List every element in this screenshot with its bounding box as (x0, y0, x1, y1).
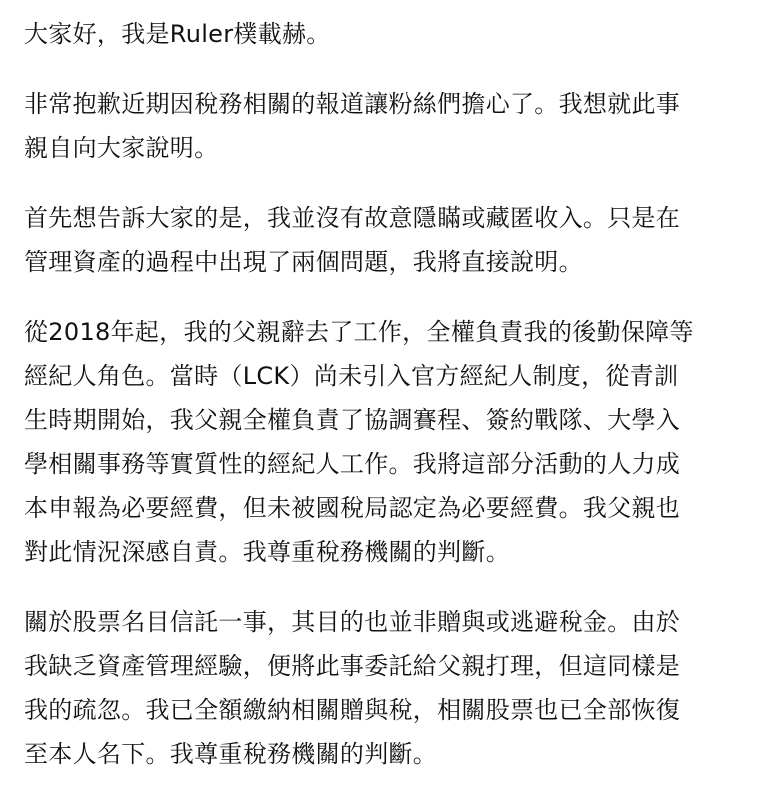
text-line: 從2018年起，我的父親辭去了工作，全權負責我的後勤保障等 (24, 318, 694, 346)
text-line: 我缺乏資產管理經驗，便將此事委託給父親打理，但這同樣是 (24, 652, 681, 680)
text-line: 我的疏忽。我已全額繳納相關贈與稅，相關股票也已全部恢復 (24, 696, 681, 724)
text-line: 至本人名下。我尊重稅務機關的判斷。 (24, 740, 438, 768)
text-line: 非常抱歉近期因稅務相關的報道讓粉絲們擔心了。我想就此事 (24, 90, 681, 118)
text-line: 經紀人角色。當時（LCK）尚未引入官方經紀人制度，從青訓 (24, 362, 679, 390)
paragraph-clarification (24, 196, 746, 284)
text-line: 學相關事務等實質性的經紀人工作。我將這部分活動的人力成 (24, 450, 681, 478)
text-line: 首先想告訴大家的是，我並沒有故意隱瞞或藏匿收入。只是在 (24, 204, 681, 232)
text-line: 親自向大家說明。 (24, 134, 219, 162)
text-line: 大家好，我是Ruler樸載赫。 (24, 20, 331, 48)
text-line: 關於股票名目信託一事，其目的也並非贈與或逃避稅金。由於 (24, 608, 681, 636)
paragraph-greeting (24, 12, 746, 56)
text-line: 對此情況深感自責。我尊重稅務機關的判斷。 (24, 538, 510, 566)
paragraph-manager-expenses (24, 310, 746, 574)
text-line: 本申報為必要經費，但未被國稅局認定為必要經費。我父親也 (24, 494, 681, 522)
paragraph-stock-trust (24, 600, 746, 776)
text-line: 管理資產的過程中出現了兩個問題，我將直接說明。 (24, 248, 583, 276)
text-line: 生時期開始，我父親全權負責了協調賽程、簽約戰隊、大學入 (24, 406, 681, 434)
paragraph-apology (24, 82, 746, 170)
